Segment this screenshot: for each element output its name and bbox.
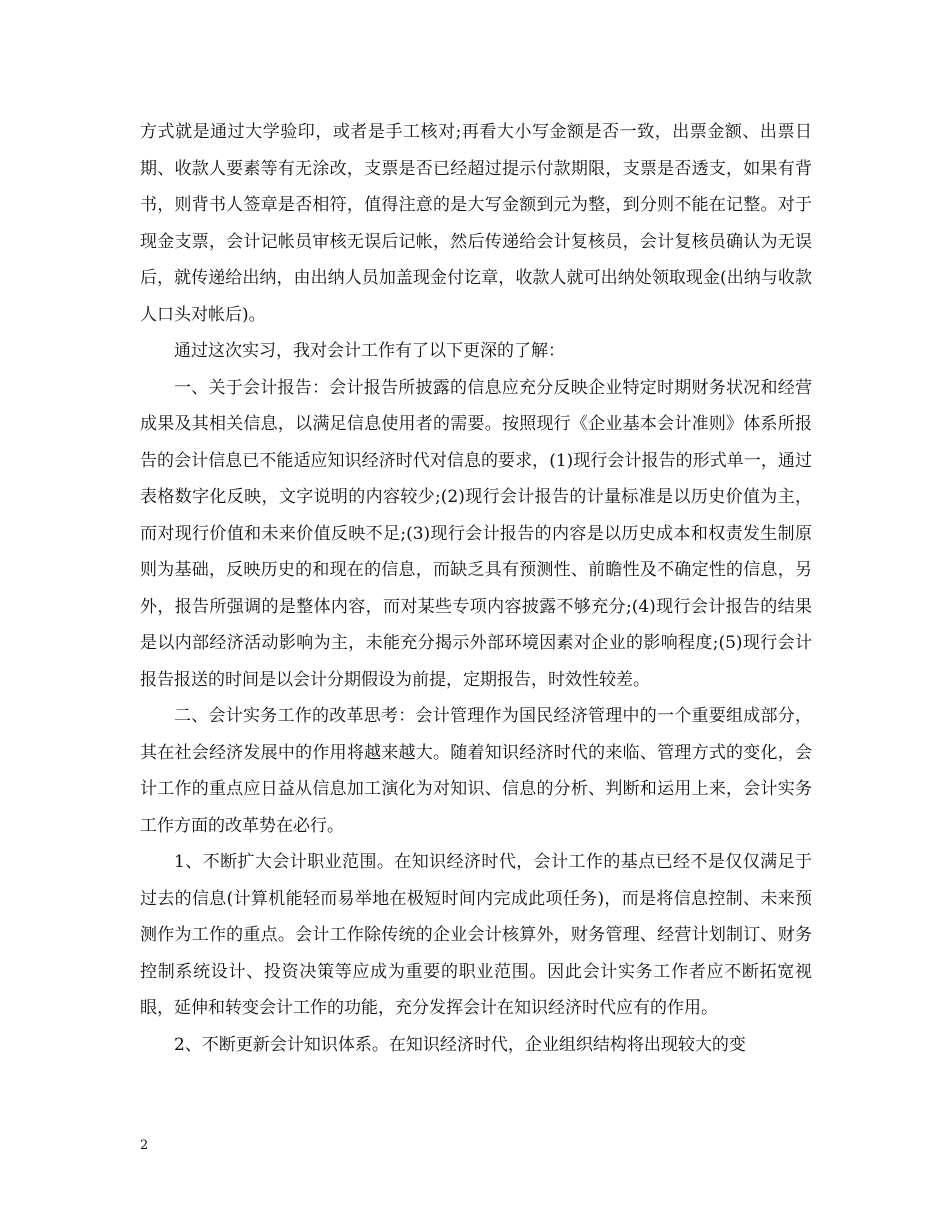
document-body [140, 114, 812, 1063]
paragraph-6: 2、不断更新会计知识体系。在知识经济时代，企业组织结构将出现较大的变 [174, 1034, 746, 1055]
page-number: 2 [140, 1138, 149, 1153]
paragraph-1: 方式就是通过大学验印，或者是手工核对;再看大小写金额是否一致，出票金额、出票日期、收款人要素等有无涂改，支票是否已经超过提示付款期限，支票是否透支，如果有背书，则背书人签章是否相符，值得注意的是大写金额到元为整，到分则不能在记整。对于现金支票，会计记帐员审核无误后记帐，然后传递给会计复核员，会计复核员确认为无误后，就传递给出纳，由出纳人员加盖现金付讫章，收款人就可出纳处领取现金(出纳与收款人口头对帐后)。 [140, 122, 812, 325]
paragraph-5: 1、不断扩大会计职业范围。在知识经济时代，会计工作的基点已经不是仅仅满足于过去的信息(计算机能轻而易举地在极短时间内完成此项任务)，而是将信息控制、未来预测作为工作的重点。会计工作除传统的企业会计核算外，财务管理、经营计划制订、财务控制系统设计、投资决策等应成为重要的职业范围。因此会计实务工作者应不断拓宽视眼，延伸和转变会计工作的功能，充分发挥会计在知识经济时代应有的作用。 [140, 852, 812, 1018]
paragraph-3: 一、关于会计报告：会计报告所披露的信息应充分反映企业特定时期财务状况和经营成果及其相关信息，以满足信息使用者的需要。按照现行《企业基本会计准则》体系所报告的会计信息已不能适应知识经济时代对信息的要求，(1)现行会计报告的形式单一，通过表格数字化反映，文字说明的内容较少;(2)现行会计报告的计量标准是以历史价值为主，而对现行价值和未来价值反映不足;(3)现行会计报告的内容是以历史成本和权责发生制原则为基础，反映历史的和现在的信息，而缺乏具有预测性、前瞻性及不确定性的信息，另外，报告所强调的是整体内容，而对某些专项内容披露不够充分;(4)现行会计报告的结果是以内部经济活动影响为主，未能充分揭示外部环境因素对企业的影响程度;(5)现行会计报告报送的时间是以会计分期假设为前提，定期报告，时效性较差。 [140, 377, 812, 690]
paragraph-2: 通过这次实习，我对会计工作有了以下更深的了解： [174, 341, 565, 361]
paragraph-4: 二、会计实务工作的改革思考：会计管理作为国民经济管理中的一个重要组成部分，其在社会经济发展中的作用将越来越大。随着知识经济时代的来临、管理方式的变化，会计工作的重点应日益从信息加工演化为对知识、信息的分析、判断和运用上来，会计实务工作方面的改革势在必行。 [140, 706, 812, 836]
